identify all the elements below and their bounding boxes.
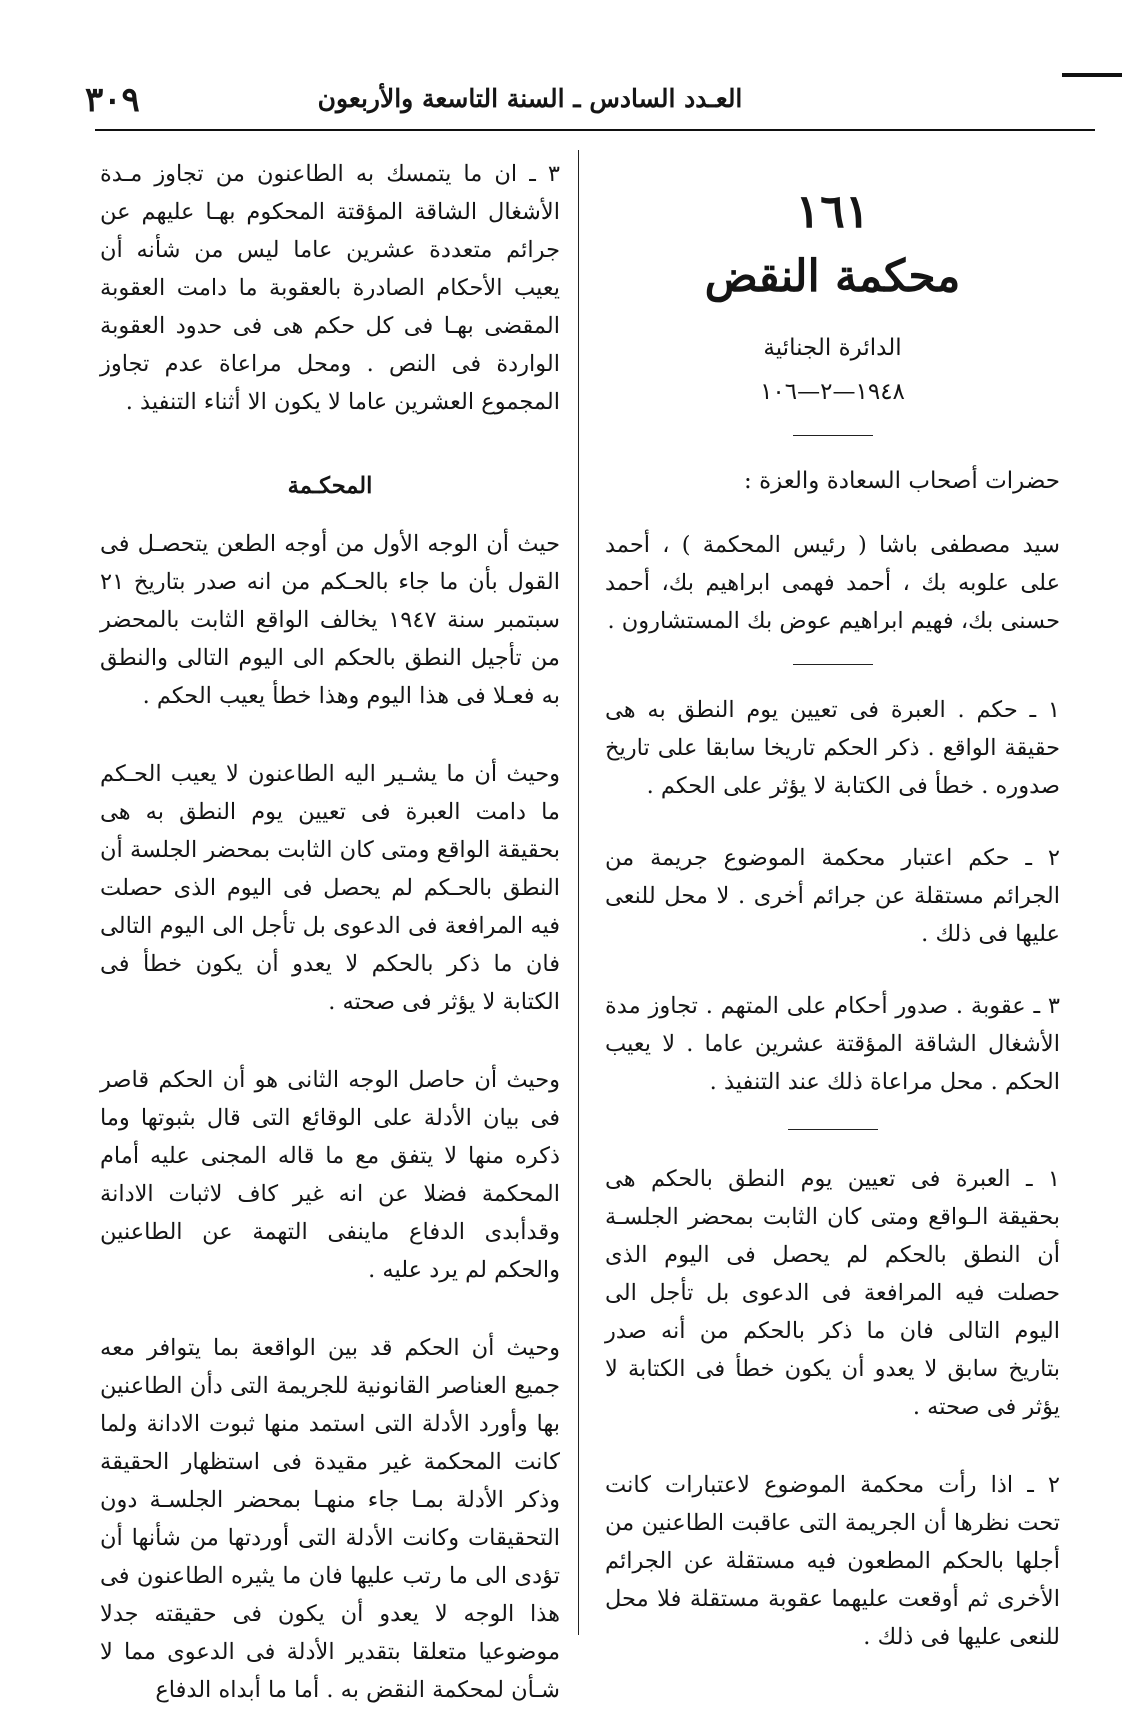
- court-name: محكمة النقض: [704, 251, 961, 302]
- left-column: [100, 155, 560, 1709]
- chamber-name: الدائرة الجنائية: [763, 335, 902, 361]
- right-column: [605, 155, 1060, 1656]
- legal-principle: ٣ ـ ان ما يتمسك به الطاعنون من تجاوز مـدة الأشغال الشاقة المؤقتة المحكوم بهـا عليهم عن جرائم متعددة عشرين عاما ليس من شأنه أن يعيب الأحكام الصادرة بالعقوبة ما دامت العقوبة المقضى بهـا فى كل حكم هى فى حدود العقوبة الواردة فى النص . ومحل مراعاة عدم تجاوز المجموع العشرين عاما لا يكون الا أثناء التنفيذ .: [100, 161, 560, 415]
- bench-address: حضرات أصحاب السعادة والعزة :: [744, 468, 1060, 494]
- judgment-paragraph: وحيث أن ما يشـير اليه الطاعنون لا يعيب الحـكم ما دامت العبرة فى تعيين يوم النطق به هى بحقيقة الواقع ومتى كان الثابت بمحضر الجلسة أن النطق بالحـكم لم يحصل فى اليوم الذى حصلت فيه المرافعة فى الدعوى بل تأجل الى اليوم التالى فان ما ذكر بالحكم لا يعدو أن يكون خطأ فى الكتابة لا يؤثر فى صحته .: [100, 761, 560, 1015]
- page-number: ٣٠٩: [85, 80, 140, 120]
- judgment-date: ١٩٤٨—٢—١٠٦: [760, 379, 905, 405]
- judgment-paragraph: وحيث أن حاصل الوجه الثانى هو أن الحكم قاصر فى بيان الأدلة على الوقائع التى قال بثبوتها وما ذكره منها لا يتفق مع ما قاله المجنى عليه أمام المحكمة فضلا عن انه غير كاف لاثبات الادانة وقدأبدى الدفاع ماينفى التهمة عن الطاعنين والحكم لم يرد عليه .: [100, 1067, 560, 1283]
- legal-principle: ٢ ـ اذا رأت محكمة الموضوع لاعتبارات كانت تحت نظرها أن الجريمة التى عاقبت الطاعنين من أجلها بالحكم المطعون فيه مستقلة عن الجرائم الأخرى ثم أوقعت عليهما عقوبة مستقلة فلا محل للنعى عليها فى ذلك .: [605, 1472, 1060, 1650]
- header-divider: [95, 129, 1095, 131]
- running-title: العـدد السادس ـ السنة التاسعة والأربعون: [317, 84, 743, 113]
- bench-members: سيد مصطفى باشا ( رئيس المحكمة ) ، أحمد على علوبه بك ، أحمد فهمى ابراهيم بك، أحمد حسنى بك، فهيم ابراهيم عوض بك المستشارون .: [605, 532, 1060, 634]
- separator-rule: [793, 435, 873, 436]
- column-divider: [578, 150, 579, 1635]
- judgment-paragraph: حيث أن الوجه الأول من أوجه الطعن يتحصـل فى القول بأن ما جاء بالحـكم من انه صدر بتاريخ ٢١ سبتمبر سنة ١٩٤٧ يخالف الواقع الثابت بالمحضر من تأجيل النطق بالحكم الى اليوم التالى والنطق به فعـلا فى هذا اليوم وهذا خطأ يعيب الحكم .: [100, 531, 560, 709]
- summary-item: ٢ ـ حكم اعتبار محكمة الموضوع جريمة من الجرائم مستقلة عن جرائم أخرى . لا محل للنعى عليها فى ذلك .: [605, 845, 1060, 947]
- judgment-paragraph: وحيث أن الحكم قد بين الواقعة بما يتوافر معه جميع العناصر القانونية للجريمة التى دأن الطاعنين بها وأورد الأدلة التى استمد منها ثبوت الادانة ولما كانت المحكمة غير مقيدة فى استظهار الحقيقة وذكر الأدلة بمـا جاء منهـا بمحضر الجلسـة دون التحقيقات وكانت الأدلة التى أوردتها من شأنها أن تؤدى الى ما رتب عليها فان ما يثيره الطاعنون فى هذا الوجه لا يعدو أن يكون فى حقيقته جدلا موضوعيا متعلقا بتقدير الأدلة فى الدعوى مما لا شـأن لمحكمة النقض به . أما ما أبداه الدفاع: [100, 1335, 560, 1703]
- section-heading: المحكـمة: [287, 473, 373, 499]
- header-corner-rule: [1062, 73, 1122, 77]
- separator-rule: [788, 1129, 878, 1130]
- summary-item: ١ ـ حكم . العبرة فى تعيين يوم النطق به هى حقيقة الواقع . ذكر الحكم تاريخا سابقا على تاريخ صدوره . خطأ فى الكتابة لا يؤثر على الحكم .: [605, 697, 1060, 799]
- summary-item: ٣ ـ عقوبة . صدور أحكام على المتهم . تجاوز مدة الأشغال الشاقة المؤقتة عشرين عاما . لا يعيب الحكم . محل مراعاة ذلك عند التنفيذ .: [605, 993, 1060, 1095]
- separator-rule: [793, 664, 873, 665]
- legal-principle: ١ ـ العبرة فى تعيين يوم النطق بالحكم هى بحقيقة الـواقع ومتى كان الثابت بمحضر الجلسـة أن النطق بالحكم لم يحصل فى اليوم الذى حصلت فيه المرافعة فى الدعوى بل تأجل الى اليوم التالى فان ما ذكر بالحكم من أنه صدر بتاريخ سابق لا يعدو أن يكون خطأ فى الكتابة لا يؤثر فى صحته .: [605, 1166, 1060, 1420]
- case-number: ١٦١: [795, 184, 870, 238]
